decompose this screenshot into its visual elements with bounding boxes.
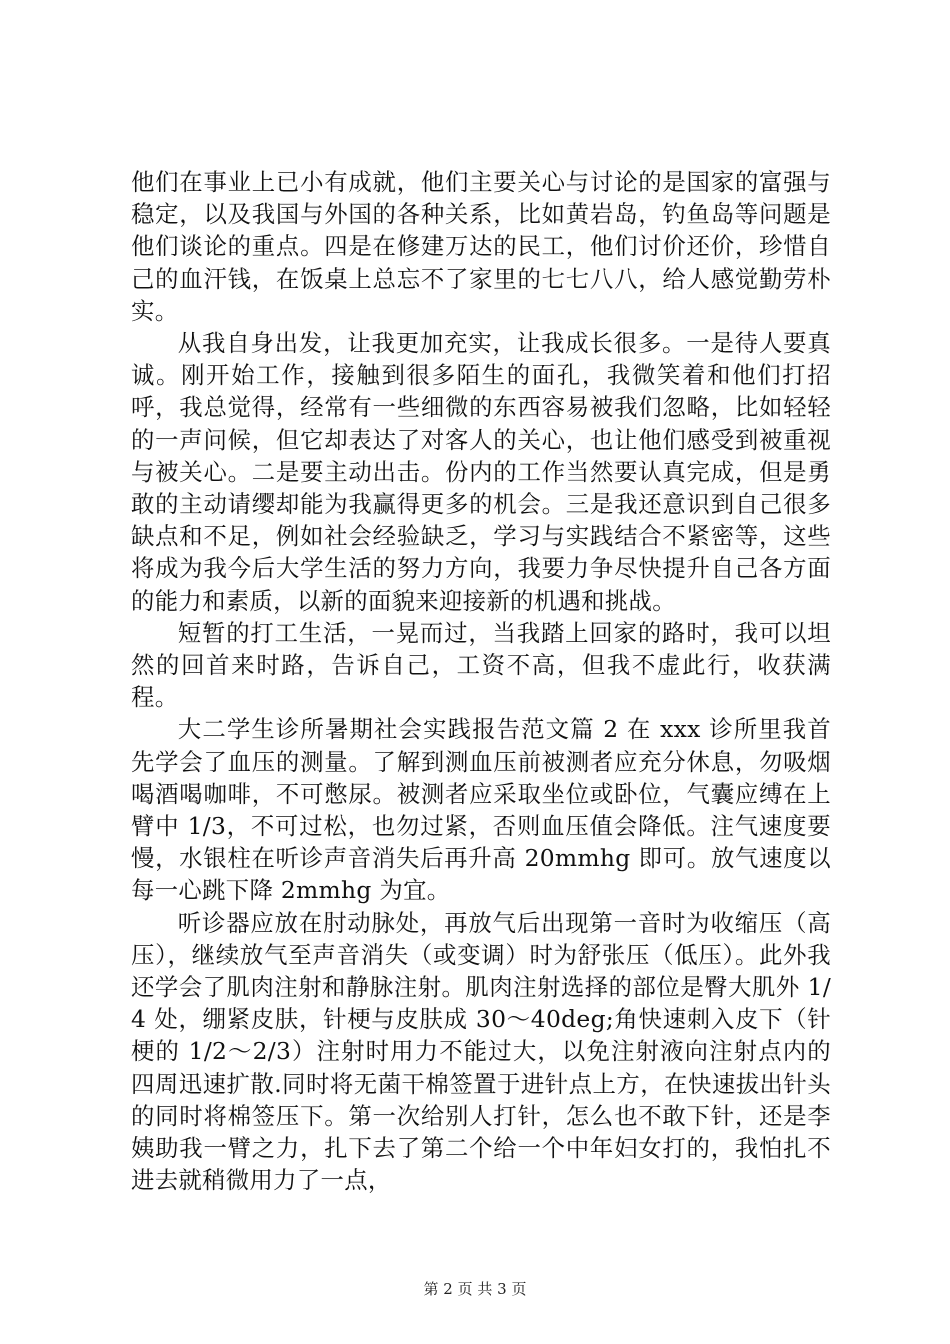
- paragraph-1: 他们在事业上已小有成就，他们主要关心与讨论的是国家的富强与稳定，以及我国与外国的各种关系，比如黄岩岛，钓鱼岛等问题是他们谈论的重点。四是在修建万达的民工，他们讨价还价，珍惜自己的血汗钱，在饭桌上总忘不了家里的七七八八，给人感觉勤劳朴实。: [131, 168, 831, 325]
- paragraph-3: 短暂的打工生活，一晃而过，当我踏上回家的路时，我可以坦然的回首来时路，告诉自己，工资不高，但我不虚此行，收获满程。: [131, 618, 831, 712]
- document-body: [131, 166, 831, 1197]
- paragraph-4: 大二学生诊所暑期社会实践报告范文篇 2 在 xxx 诊所里我首先学会了血压的测量。了解到测血压前被测者应充分休息，勿吸烟喝酒喝咖啡，不可憋尿。被测者应采取坐位或卧位，气囊应缚在上臂中 1/3，不可过松，也勿过紧，否则血压值会降低。注气速度要慢，水银柱在听诊声音消失后再升高 20mmhg 即可。放气速度以每一心跳下降 2mmhg 为宜。: [131, 715, 831, 905]
- paragraph-2: 从我自身出发，让我更加充实，让我成长很多。一是待人要真诚。刚开始工作，接触到很多陌生的面孔，我微笑着和他们打招呼，我总觉得，经常有一些细微的东西容易被我们忽略，比如轻轻的一声问候，但它却表达了对客人的关心，也让他们感受到被重视与被关心。二是要主动出击。份内的工作当然要认真完成，但是勇敢的主动请缨却能为我赢得更多的机会。三是我还意识到自己很多缺点和不足，例如社会经验缺乏，学习与实践结合不紧密等，这些将成为我今后大学生活的努力方向，我要力争尽快提升自己各方面的能力和素质，以新的面貌来迎接新的机遇和挑战。: [131, 329, 831, 615]
- page-number-footer: 第 2 页 共 3 页: [423, 1280, 527, 1298]
- paragraph-5: 听诊器应放在肘动脉处，再放气后出现第一音时为收缩压（高压），继续放气至声音消失（或变调）时为舒张压（低压）。此外我还学会了肌肉注射和静脉注射。肌肉注射选择的部位是臀大肌外 1/4 处，绷紧皮肤，针梗与皮肤成 30～40deg;角快速刺入皮下（针梗的 1/2～2/3）注射时用力不能过大，以免注射液向注射点内的四周迅速扩散.同时将无菌干棉签置于进针点上方，在快速拔出针头的同时将棉签压下。第一次给别人打针，怎么也不敢下针，还是李姨助我一臂之力，扎下去了第二个给一个中年妇女打的，我怕扎不进去就稍微用力了一点，: [131, 908, 831, 1195]
